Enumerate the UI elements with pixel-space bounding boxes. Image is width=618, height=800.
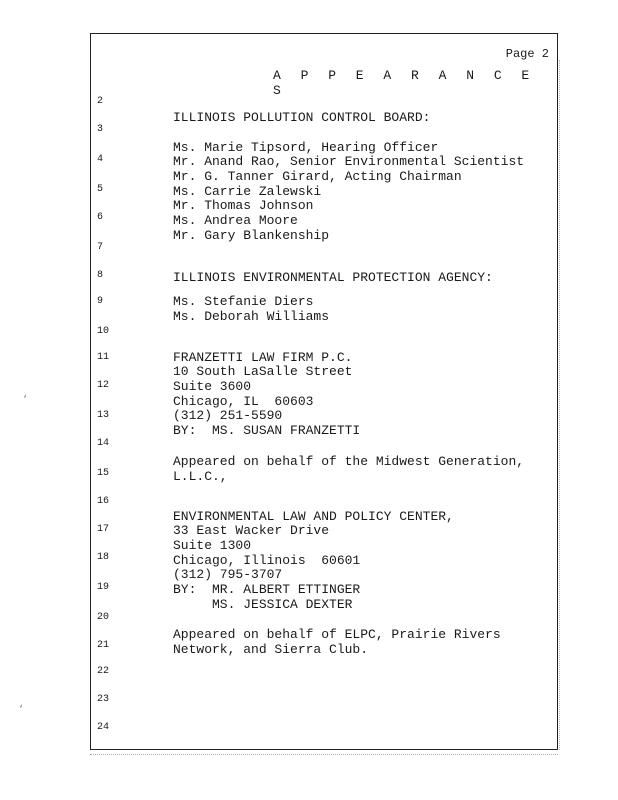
board-member: Mr. Gary Blankenship (173, 228, 330, 243)
firm-line: (312) 795-3707 (173, 567, 283, 582)
board-member: Mr. Thomas Johnson (173, 198, 314, 213)
line-number: 5 (97, 184, 104, 195)
line-number: 20 (97, 612, 110, 623)
board-member: Ms. Marie Tipsord, Hearing Officer (173, 140, 439, 155)
line-number: 15 (97, 468, 110, 479)
line-number: 24 (97, 722, 110, 733)
line-number: 3 (97, 124, 104, 135)
board-member: Mr. G. Tanner Girard, Acting Chairman (173, 169, 462, 184)
right-margin-dots (559, 60, 560, 750)
board-member: Ms. Andrea Moore (173, 213, 298, 228)
board-heading: ILLINOIS POLLUTION CONTROL BOARD: (173, 110, 431, 125)
line-number: 8 (97, 270, 104, 281)
firm-line: BY: MS. SUSAN FRANZETTI (173, 423, 361, 438)
appearance-note: Appeared on behalf of the Midwest Generation, (173, 454, 525, 469)
board-member: Mr. Anand Rao, Senior Environmental Scientist (173, 154, 525, 169)
bottom-dotted-rule (90, 754, 558, 755)
line-number: 11 (97, 352, 110, 363)
firm-line: Suite 1300 (173, 538, 252, 553)
firm-line: Chicago, Illinois 60601 (173, 553, 361, 568)
page-title: A P P E A R A N C E S (273, 68, 536, 98)
line-number: 16 (97, 496, 110, 507)
line-number: 14 (97, 438, 110, 449)
appearance-note: L.L.C., (173, 469, 228, 484)
firm-line: Chicago, IL 60603 (173, 394, 314, 409)
line-number: 22 (97, 666, 110, 677)
line-number: 4 (97, 154, 104, 165)
agency-member: Ms. Stefanie Diers (173, 294, 314, 309)
appearance-note: Appeared on behalf of ELPC, Prairie Rivers (173, 627, 501, 642)
firm-line: 33 East Wacker Drive (173, 523, 330, 538)
firm-line: (312) 251-5590 (173, 408, 283, 423)
line-number: 7 (97, 242, 104, 253)
line-number: 6 (97, 212, 104, 223)
line-number: 10 (97, 326, 110, 337)
line-number: 9 (97, 296, 104, 307)
appearance-note: Network, and Sierra Club. (173, 642, 369, 657)
scan-speck: ‘ (18, 705, 25, 716)
firm-line: MS. JESSICA DEXTER (173, 597, 353, 612)
page-number: Page 2 (505, 47, 549, 61)
line-number: 18 (97, 552, 110, 563)
firm-line: 10 South LaSalle Street (173, 364, 353, 379)
line-number: 17 (97, 524, 110, 535)
line-number: 12 (97, 380, 110, 391)
line-number: 13 (97, 410, 110, 421)
board-member: Ms. Carrie Zalewski (173, 184, 322, 199)
line-number: 2 (97, 96, 104, 107)
line-number: 23 (97, 694, 110, 705)
line-number: 19 (97, 582, 110, 593)
agency-heading: ILLINOIS ENVIRONMENTAL PROTECTION AGENCY: (173, 270, 493, 285)
transcript-page (90, 33, 558, 750)
agency-member: Ms. Deborah Williams (173, 309, 330, 324)
firm-line: BY: MR. ALBERT ETTINGER (173, 582, 361, 597)
firm-line: FRANZETTI LAW FIRM P.C. (173, 350, 353, 365)
firm-line: Suite 3600 (173, 379, 252, 394)
scan-speck: ‘ (22, 395, 29, 406)
line-number: 21 (97, 640, 110, 651)
firm-line: ENVIRONMENTAL LAW AND POLICY CENTER, (173, 509, 454, 524)
